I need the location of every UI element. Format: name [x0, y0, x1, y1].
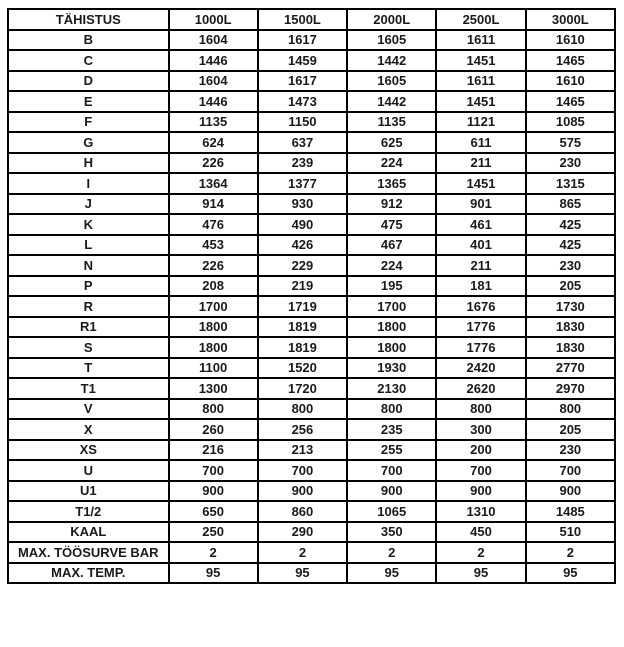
table-cell: 575 — [526, 132, 615, 153]
row-label: C — [8, 50, 169, 71]
table-cell: 1776 — [436, 317, 525, 338]
table-cell: 181 — [436, 276, 525, 297]
table-cell: 1819 — [258, 317, 347, 338]
table-cell: 1310 — [436, 501, 525, 522]
table-cell: 800 — [526, 399, 615, 420]
table-cell: 700 — [347, 460, 436, 481]
table-cell: 216 — [169, 440, 258, 461]
table-cell: 1315 — [526, 173, 615, 194]
table-cell: 2770 — [526, 358, 615, 379]
table-row — [8, 460, 615, 481]
table-cell: 1459 — [258, 50, 347, 71]
table-cell: 1610 — [526, 30, 615, 51]
table-cell: 2 — [169, 542, 258, 563]
table-cell: 510 — [526, 522, 615, 543]
table-cell: 205 — [526, 276, 615, 297]
table-cell: 350 — [347, 522, 436, 543]
table-cell: 95 — [169, 563, 258, 584]
row-label: L — [8, 235, 169, 256]
table-cell: 1819 — [258, 337, 347, 358]
table-cell: 211 — [436, 255, 525, 276]
table-cell: 1465 — [526, 50, 615, 71]
table-cell: 1365 — [347, 173, 436, 194]
table-cell: 95 — [347, 563, 436, 584]
table-cell: 800 — [258, 399, 347, 420]
column-header-label: TÄHISTUS — [8, 9, 169, 30]
table-cell: 230 — [526, 440, 615, 461]
table-row — [8, 501, 615, 522]
row-label: K — [8, 214, 169, 235]
table-row — [8, 419, 615, 440]
table-row — [8, 337, 615, 358]
table-cell: 1364 — [169, 173, 258, 194]
table-cell: 1446 — [169, 91, 258, 112]
table-row — [8, 296, 615, 317]
table-cell: 700 — [169, 460, 258, 481]
table-cell: 800 — [347, 399, 436, 420]
table-cell: 450 — [436, 522, 525, 543]
table-cell: 1604 — [169, 71, 258, 92]
table-cell: 700 — [258, 460, 347, 481]
table-cell: 205 — [526, 419, 615, 440]
table-cell: 637 — [258, 132, 347, 153]
table-cell: 1485 — [526, 501, 615, 522]
table-cell: 865 — [526, 194, 615, 215]
table-cell: 213 — [258, 440, 347, 461]
table-cell: 1150 — [258, 112, 347, 133]
table-cell: 1520 — [258, 358, 347, 379]
table-cell: 1065 — [347, 501, 436, 522]
table-cell: 1604 — [169, 30, 258, 51]
table-cell: 1446 — [169, 50, 258, 71]
table-body — [8, 30, 615, 584]
table-cell: 453 — [169, 235, 258, 256]
table-row — [8, 542, 615, 563]
table-cell: 467 — [347, 235, 436, 256]
table-row — [8, 563, 615, 584]
table-cell: 1100 — [169, 358, 258, 379]
table-cell: 1611 — [436, 30, 525, 51]
table-row — [8, 276, 615, 297]
row-label: I — [8, 173, 169, 194]
table-cell: 900 — [347, 481, 436, 502]
table-cell: 1451 — [436, 91, 525, 112]
table-row — [8, 153, 615, 174]
table-cell: 1700 — [169, 296, 258, 317]
table-cell: 1730 — [526, 296, 615, 317]
table-cell: 1442 — [347, 50, 436, 71]
row-label: R — [8, 296, 169, 317]
table-cell: 1451 — [436, 50, 525, 71]
table-row — [8, 112, 615, 133]
table-cell: 900 — [526, 481, 615, 502]
table-cell: 461 — [436, 214, 525, 235]
table-cell: 95 — [436, 563, 525, 584]
table-cell: 1800 — [169, 337, 258, 358]
table-cell: 476 — [169, 214, 258, 235]
table-cell: 1719 — [258, 296, 347, 317]
table-cell: 912 — [347, 194, 436, 215]
table-cell: 914 — [169, 194, 258, 215]
table-cell: 2 — [258, 542, 347, 563]
table-cell: 1605 — [347, 30, 436, 51]
table-cell: 901 — [436, 194, 525, 215]
table-cell: 800 — [436, 399, 525, 420]
table-cell: 208 — [169, 276, 258, 297]
table-cell: 650 — [169, 501, 258, 522]
table-cell: 300 — [436, 419, 525, 440]
table-cell: 1473 — [258, 91, 347, 112]
row-label: R1 — [8, 317, 169, 338]
table-cell: 2620 — [436, 378, 525, 399]
table-cell: 1830 — [526, 337, 615, 358]
table-cell: 2970 — [526, 378, 615, 399]
table-cell: 700 — [436, 460, 525, 481]
row-label: V — [8, 399, 169, 420]
table-cell: 401 — [436, 235, 525, 256]
row-label: XS — [8, 440, 169, 461]
table-cell: 625 — [347, 132, 436, 153]
table-cell: 1605 — [347, 71, 436, 92]
table-row — [8, 173, 615, 194]
table-cell: 239 — [258, 153, 347, 174]
table-row — [8, 50, 615, 71]
table-cell: 1800 — [169, 317, 258, 338]
table-row — [8, 91, 615, 112]
table-cell: 1610 — [526, 71, 615, 92]
table-cell: 425 — [526, 235, 615, 256]
row-label: T — [8, 358, 169, 379]
table-cell: 95 — [258, 563, 347, 584]
table-cell: 290 — [258, 522, 347, 543]
table-cell: 256 — [258, 419, 347, 440]
table-row — [8, 399, 615, 420]
table-cell: 260 — [169, 419, 258, 440]
row-label: D — [8, 71, 169, 92]
table-cell: 200 — [436, 440, 525, 461]
table-cell: 1930 — [347, 358, 436, 379]
table-cell: 235 — [347, 419, 436, 440]
table-cell: 224 — [347, 255, 436, 276]
table-cell: 800 — [169, 399, 258, 420]
column-header: 1500L — [258, 9, 347, 30]
table-cell: 2130 — [347, 378, 436, 399]
table-cell: 1830 — [526, 317, 615, 338]
table-cell: 1135 — [169, 112, 258, 133]
table-header-row — [8, 9, 615, 30]
table-row — [8, 440, 615, 461]
table-cell: 250 — [169, 522, 258, 543]
column-header: 3000L — [526, 9, 615, 30]
row-label: MAX. TEMP. — [8, 563, 169, 584]
table-cell: 2 — [347, 542, 436, 563]
table-cell: 425 — [526, 214, 615, 235]
table-cell: 1465 — [526, 91, 615, 112]
table-cell: 224 — [347, 153, 436, 174]
table-cell: 219 — [258, 276, 347, 297]
table-cell: 1617 — [258, 30, 347, 51]
row-label: N — [8, 255, 169, 276]
table-cell: 1442 — [347, 91, 436, 112]
table-cell: 1135 — [347, 112, 436, 133]
table-cell: 226 — [169, 255, 258, 276]
table-cell: 426 — [258, 235, 347, 256]
table-cell: 1800 — [347, 317, 436, 338]
row-label: MAX. TÖÖSURVE BAR — [8, 542, 169, 563]
table-cell: 1617 — [258, 71, 347, 92]
row-label: KAAL — [8, 522, 169, 543]
table-cell: 1720 — [258, 378, 347, 399]
row-label: J — [8, 194, 169, 215]
row-label: X — [8, 419, 169, 440]
table-cell: 226 — [169, 153, 258, 174]
column-header: 2000L — [347, 9, 436, 30]
table-row — [8, 214, 615, 235]
table-row — [8, 255, 615, 276]
table-cell: 211 — [436, 153, 525, 174]
table-cell: 1377 — [258, 173, 347, 194]
table-cell: 1300 — [169, 378, 258, 399]
table-cell: 2 — [436, 542, 525, 563]
row-label: F — [8, 112, 169, 133]
table-cell: 700 — [526, 460, 615, 481]
table-cell: 255 — [347, 440, 436, 461]
table-cell: 475 — [347, 214, 436, 235]
table-row — [8, 235, 615, 256]
table-cell: 900 — [169, 481, 258, 502]
table-row — [8, 71, 615, 92]
table-row — [8, 481, 615, 502]
table-cell: 1121 — [436, 112, 525, 133]
spec-table — [7, 8, 616, 584]
table-cell: 1676 — [436, 296, 525, 317]
table-row — [8, 30, 615, 51]
table-cell: 1776 — [436, 337, 525, 358]
table-cell: 860 — [258, 501, 347, 522]
table-cell: 900 — [436, 481, 525, 502]
table-row — [8, 378, 615, 399]
table-cell: 1700 — [347, 296, 436, 317]
table-row — [8, 358, 615, 379]
row-label: B — [8, 30, 169, 51]
row-label: P — [8, 276, 169, 297]
row-label: U — [8, 460, 169, 481]
table-cell: 490 — [258, 214, 347, 235]
table-row — [8, 132, 615, 153]
table-cell: 230 — [526, 153, 615, 174]
table-cell: 1800 — [347, 337, 436, 358]
column-header: 1000L — [169, 9, 258, 30]
row-label: T1 — [8, 378, 169, 399]
table-cell: 611 — [436, 132, 525, 153]
table-cell: 2420 — [436, 358, 525, 379]
table-cell: 230 — [526, 255, 615, 276]
row-label: H — [8, 153, 169, 174]
row-label: S — [8, 337, 169, 358]
table-cell: 229 — [258, 255, 347, 276]
row-label: E — [8, 91, 169, 112]
table-cell: 930 — [258, 194, 347, 215]
table-cell: 1611 — [436, 71, 525, 92]
table-cell: 900 — [258, 481, 347, 502]
row-label: G — [8, 132, 169, 153]
table-row — [8, 317, 615, 338]
table-row — [8, 522, 615, 543]
table-cell: 95 — [526, 563, 615, 584]
table-cell: 1451 — [436, 173, 525, 194]
table-cell: 2 — [526, 542, 615, 563]
table-cell: 624 — [169, 132, 258, 153]
table-cell: 1085 — [526, 112, 615, 133]
table-row — [8, 194, 615, 215]
row-label: U1 — [8, 481, 169, 502]
table-cell: 195 — [347, 276, 436, 297]
row-label: T1/2 — [8, 501, 169, 522]
column-header: 2500L — [436, 9, 525, 30]
